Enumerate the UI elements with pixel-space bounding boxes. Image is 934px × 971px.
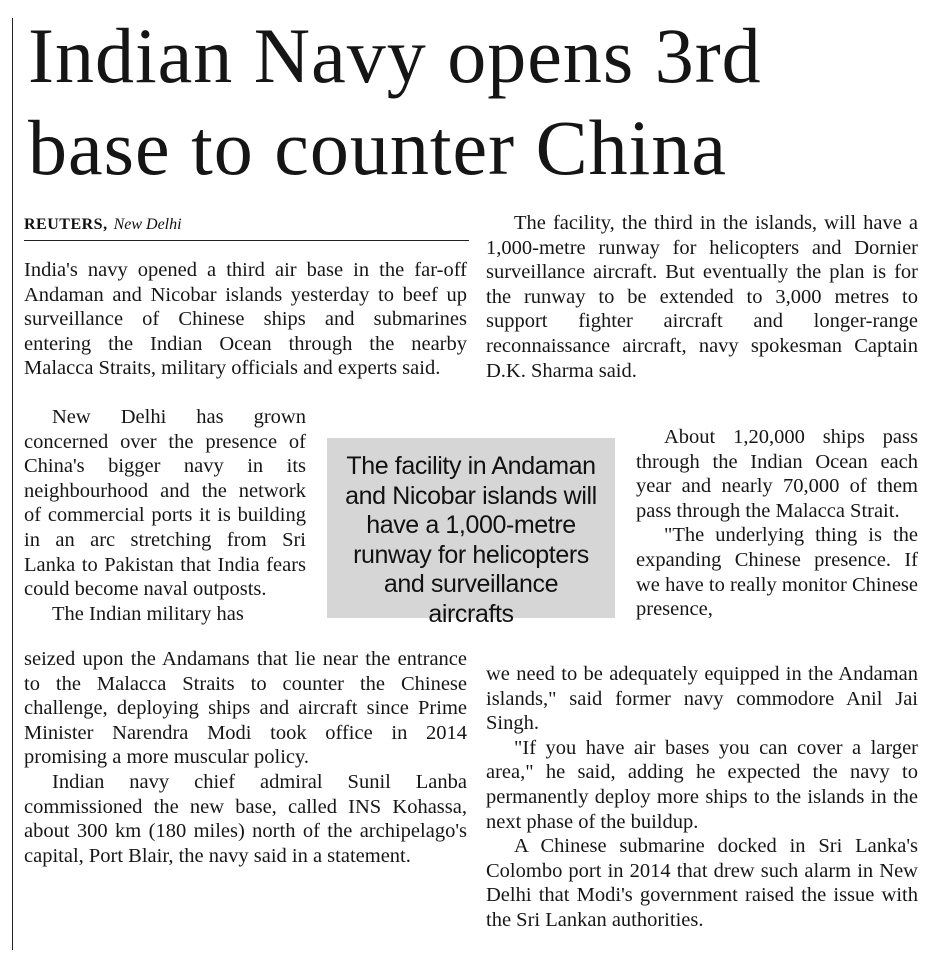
paragraph-4: Indian navy chief admiral Sunil Lanba commissioned the new base, called INS Kohassa, about 300 km (180 miles) north of the archipelago's capital, Port Blair, the navy said in a statement. <box>24 770 467 867</box>
paragraph-7-continued: we need to be adequately equipped in the Andaman islands," said former navy commodore Anil Jai Singh. <box>486 663 918 735</box>
paragraph-6: About 1,20,000 ships pass through the Indian Ocean each year and nearly 70,000 of them pass through the Malacca Strait. <box>636 426 918 522</box>
byline-source: REUTERS, <box>24 216 108 233</box>
paragraph-9: A Chinese submarine docked in Sri Lanka's Colombo port in 2014 that drew such alarm in New Delhi that Modi's government raised the issue with the Sri Lankan authorities. <box>486 835 918 931</box>
right-column-top <box>486 211 918 383</box>
paragraph-7-start: "The underlying thing is the expanding Chinese presence. If we have to really monitor Chinese presence, <box>636 524 918 621</box>
left-column-wraparound <box>24 405 306 640</box>
byline <box>24 214 469 241</box>
left-column-bottom <box>24 647 467 868</box>
paragraph-2: New Delhi has grown concerned over the presence of China's bigger navy in its neighbourhood and the network of commercial ports it is building in an arc stretching from Sri Lanka to Pakistan that India fears could become naval outposts. <box>24 406 306 601</box>
byline-place: New Delhi <box>113 216 182 233</box>
paragraph-3-continued: seized upon the Andamans that lie near the entrance to the Malacca Straits to counter the Chinese challenge, deploying ships and aircraft since Prime Minister Narendra Modi took office in 2014 promising a more muscular policy. <box>24 648 467 769</box>
column-rule <box>12 18 13 950</box>
paragraph-3-start: The Indian military has <box>52 602 244 625</box>
pull-quote: The facility in Andaman and Nicobar islands will have a 1,000-metre runway for helicopters and surveillance aircrafts <box>327 438 615 618</box>
paragraph-8: "If you have air bases you can cover a larger area," he said, adding he expected the navy to permanently deploy more ships to the islands in the next phase of the buildup. <box>486 736 918 833</box>
headline: Indian Navy opens 3rd base to counter China <box>28 12 762 191</box>
right-column-bottom <box>486 662 918 933</box>
left-column-top <box>24 258 467 381</box>
paragraph-5: The facility, the third in the islands, will have a 1,000-metre runway for helicopters and Dornier surveillance aircraft. But eventually the plan is for the runway to be extended to 3,000 metres to support fighter aircraft and longer-range reconnaissance aircraft, navy spokesman Captain D.K. Sharma said. <box>486 212 918 382</box>
right-column-wraparound <box>636 425 918 622</box>
paragraph-1: India's navy opened a third air base in the far-off Andaman and Nicobar islands yesterday to beef up surveillance of Chinese ships and submarines entering the Indian Ocean through the nearby Malacca Straits, military officials and experts said. <box>24 259 467 380</box>
